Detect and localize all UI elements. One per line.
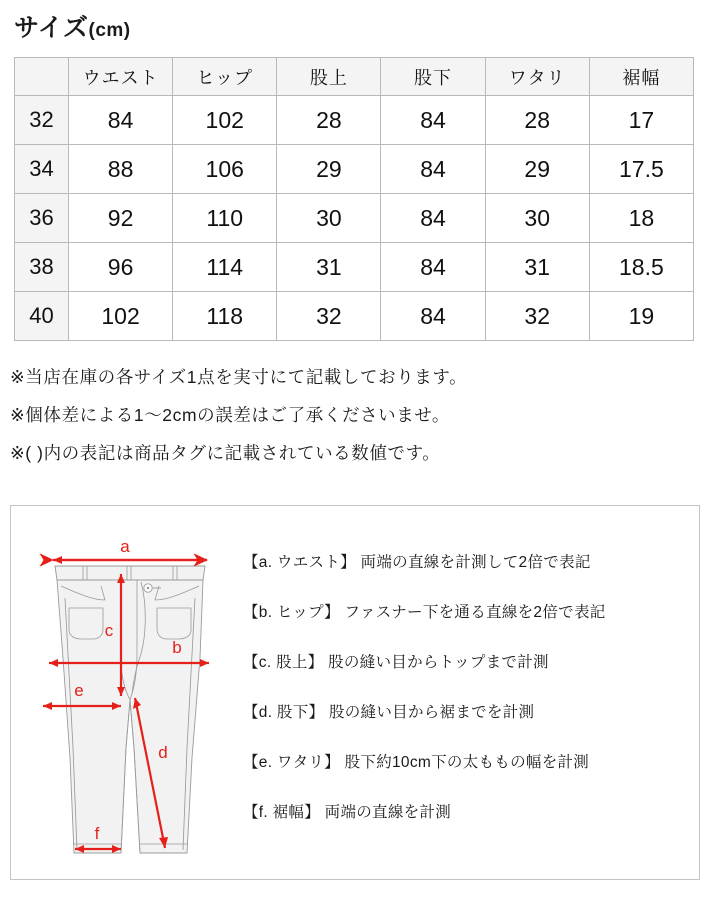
table-cell-size: 40 [15,292,69,341]
legend-item-a [243,538,695,588]
note-line: ※個体差による1〜2cmの誤差はご了承くださいませ。 [10,405,451,425]
table-row [15,292,694,341]
table-cell-size: 36 [15,194,69,243]
table-cell-thigh: 29 [485,145,589,194]
table-cell-inseam: 84 [381,145,485,194]
table-cell-inseam: 84 [381,292,485,341]
legend-desc-a: 両端の直線を計測して2倍で表記 [360,554,591,571]
size-table [14,57,694,341]
legend-key-d: 【d. 股下】 [243,704,325,721]
legend-desc-d: 股の縫い目から裾までを計測 [328,704,535,721]
size-table-body [15,96,694,341]
table-header-inseam: 股下 [381,58,485,96]
table-cell-rise: 32 [277,292,381,341]
table-cell-inseam: 84 [381,243,485,292]
table-cell-inseam: 84 [381,96,485,145]
table-header-rise: 股上 [277,58,381,96]
notes-section [10,358,700,472]
legend-desc-b: ファスナー下を通る直線を2倍で表記 [344,604,606,621]
table-cell-inseam: 84 [381,194,485,243]
table-cell-rise: 28 [277,96,381,145]
table-cell-thigh: 28 [485,96,589,145]
marker-label-b: b [172,638,182,657]
legend-item-c [243,638,695,688]
table-cell-size: 38 [15,243,69,292]
table-cell-hip: 102 [173,96,277,145]
legend-key-f: 【f. 裾幅】 [243,804,321,821]
legend-item-d [243,688,695,738]
legend-desc-f: 両端の直線を計測 [324,804,452,821]
table-row [15,194,694,243]
table-cell-hem: 17.5 [589,145,693,194]
table-cell-hip: 118 [173,292,277,341]
legend-key-c: 【c. 股上】 [243,654,324,671]
note-line: ※( )内の表記は商品タグに記載されている数値です。 [10,443,441,463]
size-table-head [15,58,694,96]
page-title [14,8,131,44]
table-cell-waist: 92 [69,194,173,243]
marker-label-e: e [74,681,84,700]
legend-desc-c: 股の縫い目からトップまで計測 [328,654,549,671]
table-header-hip: ヒップ [173,58,277,96]
measurement-legend [243,538,695,838]
table-cell-waist: 96 [69,243,173,292]
table-header-waist: ウエスト [69,58,173,96]
measurement-diagram-panel [10,505,700,880]
table-cell-hip: 110 [173,194,277,243]
table-cell-hem: 19 [589,292,693,341]
legend-item-f [243,788,695,838]
measure-arrow-a [53,537,207,564]
table-cell-hem: 17 [589,96,693,145]
table-cell-rise: 29 [277,145,381,194]
table-header-thigh: ワタリ [485,58,589,96]
table-cell-thigh: 31 [485,243,589,292]
legend-desc-e: 股下約10cm下の太ももの幅を計測 [344,754,590,771]
legend-item-e [243,738,695,788]
table-header-row [15,58,694,96]
table-header-corner [15,58,69,96]
marker-label-f: f [94,824,100,843]
table-cell-rise: 31 [277,243,381,292]
table-cell-hip: 114 [173,243,277,292]
marker-label-a: a [120,537,130,556]
marker-label-d: d [158,743,168,762]
note-line: ※当店在庫の各サイズ1点を実寸にて記載しております。 [10,367,468,387]
legend-key-e: 【e. ワタリ】 [243,754,340,771]
marker-label-c: c [104,621,114,640]
table-cell-waist: 84 [69,96,173,145]
page-title-text: サイズ [14,14,89,42]
jeans-diagram-illustration [17,508,243,876]
table-cell-size: 32 [15,96,69,145]
table-cell-hip: 106 [173,145,277,194]
table-cell-waist: 102 [69,292,173,341]
table-row [15,96,694,145]
legend-key-a: 【a. ウエスト】 [243,554,356,571]
legend-key-b: 【b. ヒップ】 [243,604,340,621]
legend-item-b [243,588,695,638]
table-cell-rise: 30 [277,194,381,243]
table-cell-waist: 88 [69,145,173,194]
table-cell-thigh: 30 [485,194,589,243]
table-cell-hem: 18 [589,194,693,243]
jeans-outline [55,566,205,853]
table-row [15,145,694,194]
table-cell-hem: 18.5 [589,243,693,292]
table-cell-size: 34 [15,145,69,194]
page-title-unit: (cm) [88,20,131,41]
table-header-hem: 裾幅 [589,58,693,96]
table-cell-thigh: 32 [485,292,589,341]
table-row [15,243,694,292]
